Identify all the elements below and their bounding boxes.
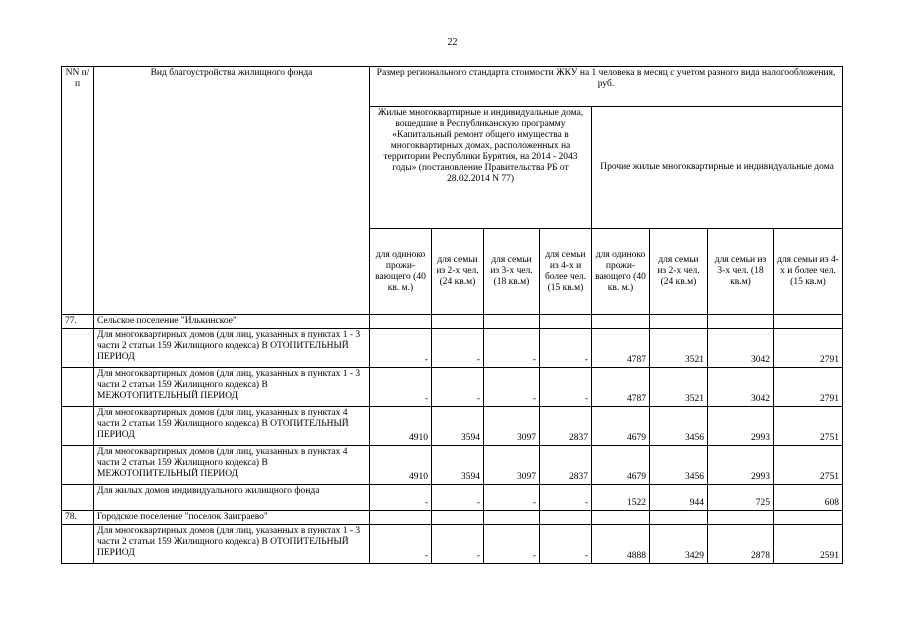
row-number	[62, 329, 94, 368]
row-number	[62, 485, 94, 511]
row-value: 3042	[708, 368, 774, 407]
row-value: 2751	[774, 446, 843, 485]
row-value	[592, 511, 650, 525]
table-section-row	[62, 511, 843, 525]
row-number: 78.	[62, 511, 94, 525]
row-description: Для многоквартирных домов (для лиц, указанных в пунктах 4 части 2 статьи 159 Жилищного кодекса) В ОТОПИТЕЛЬНЫЙ ПЕРИОД	[94, 407, 370, 446]
row-value: -	[370, 329, 432, 368]
row-value: 3456	[650, 407, 708, 446]
row-value: 4888	[592, 525, 650, 564]
row-value: 3097	[484, 446, 540, 485]
row-value: 725	[708, 485, 774, 511]
row-value: 3521	[650, 329, 708, 368]
page-number: 22	[447, 37, 458, 48]
row-value	[540, 511, 592, 525]
row-description: Для многоквартирных домов (для лиц, указанных в пунктах 1 - 3 части 2 статьи 159 Жилищного кодекса) В МЕЖОТОПИТЕЛЬНЫЙ ПЕРИОД	[94, 368, 370, 407]
row-number	[62, 407, 94, 446]
row-value	[432, 315, 484, 329]
row-value	[540, 315, 592, 329]
header-size: Размер регионального стандарта стоимости ЖКУ на 1 человека в месяц с учетом разного вида налогообложения, руб.	[370, 67, 843, 107]
table-row	[62, 485, 843, 511]
row-value: 4910	[370, 446, 432, 485]
row-value: -	[432, 368, 484, 407]
row-value: -	[370, 368, 432, 407]
row-description: Сельское поселение "Илькинское"	[94, 315, 370, 329]
header-nn: NN п/п	[62, 67, 94, 315]
row-value: 1522	[592, 485, 650, 511]
table-section-row	[62, 315, 843, 329]
row-value	[650, 511, 708, 525]
row-value: -	[484, 368, 540, 407]
row-value: -	[484, 485, 540, 511]
row-value	[650, 315, 708, 329]
row-value: 2751	[774, 407, 843, 446]
row-description: Для многоквартирных домов (для лиц, указанных в пунктах 1 - 3 части 2 статьи 159 Жилищного кодекса) В ОТОПИТЕЛЬНЫЙ ПЕРИОД	[94, 525, 370, 564]
row-value	[592, 315, 650, 329]
row-value: 2591	[774, 525, 843, 564]
row-description: Для многоквартирных домов (для лиц, указанных в пунктах 4 части 2 статьи 159 Жилищного кодекса) В МЕЖОТОПИТЕЛЬНЫЙ ПЕРИОД	[94, 446, 370, 485]
row-description: Для жилых домов индивидуального жилищного фонда	[94, 485, 370, 511]
header-sub: для одиноко прожи-вающего (40 кв. м.)	[592, 229, 650, 315]
row-value	[370, 315, 432, 329]
row-value: 2837	[540, 446, 592, 485]
row-value: 3594	[432, 446, 484, 485]
housing-cost-table	[61, 66, 843, 564]
table-row	[62, 525, 843, 564]
row-description: Для многоквартирных домов (для лиц, указанных в пунктах 1 - 3 части 2 статьи 159 Жилищного кодекса) В ОТОПИТЕЛЬНЫЙ ПЕРИОД	[94, 329, 370, 368]
row-value	[432, 511, 484, 525]
row-value: 2791	[774, 368, 843, 407]
row-value: 3429	[650, 525, 708, 564]
row-value: 4787	[592, 368, 650, 407]
row-number	[62, 525, 94, 564]
row-value: 4679	[592, 407, 650, 446]
row-value: -	[484, 329, 540, 368]
header-sub: для одиноко прожи-вающего (40 кв. м.)	[370, 229, 432, 315]
header-sub: для семьи из 2-х чел. (24 кв.м)	[432, 229, 484, 315]
table-row	[62, 407, 843, 446]
row-value: 3594	[432, 407, 484, 446]
row-value: 4679	[592, 446, 650, 485]
row-value: -	[432, 485, 484, 511]
row-value: -	[370, 525, 432, 564]
row-value: -	[540, 485, 592, 511]
table-row	[62, 368, 843, 407]
row-value: 2791	[774, 329, 843, 368]
row-number	[62, 446, 94, 485]
row-value: 2837	[540, 407, 592, 446]
row-value	[708, 315, 774, 329]
row-value: -	[484, 525, 540, 564]
row-value: 2993	[708, 407, 774, 446]
row-value	[708, 511, 774, 525]
header-group-program: Жилые многоквартирные и индивидуальные дома, вошедшие в Республиканскую программу «Капитальный ремонт общего имущества в многоквартирных домах, расположенных на территории Республики Бурятия, на 2014 - 2043 годы» (постановление Правительства РБ от 28.02.2014 N 77)	[370, 107, 592, 229]
row-value: 3042	[708, 329, 774, 368]
row-value	[774, 315, 843, 329]
row-value: -	[540, 329, 592, 368]
header-kind: Вид благоустройства жилищного фонда	[94, 67, 370, 315]
row-value: 4787	[592, 329, 650, 368]
row-value	[774, 511, 843, 525]
header-sub: для семьи из 2-х чел. (24 кв.м)	[650, 229, 708, 315]
row-value	[484, 511, 540, 525]
header-sub: для семьи из 4-х и более чел. (15 кв.м)	[774, 229, 843, 315]
row-value	[484, 315, 540, 329]
row-number	[62, 368, 94, 407]
row-value: 2993	[708, 446, 774, 485]
table-row	[62, 446, 843, 485]
header-group-other: Прочие жилые многоквартирные и индивидуальные дома	[592, 107, 843, 229]
row-value: 944	[650, 485, 708, 511]
header-sub: для семьи из 4-х и более чел. (15 кв.м)	[540, 229, 592, 315]
row-value: 3521	[650, 368, 708, 407]
row-description: Городское поселение "поселок Заиграево"	[94, 511, 370, 525]
row-value: 3097	[484, 407, 540, 446]
row-value: -	[370, 485, 432, 511]
header-sub: для семьи из 3-х чел. (18 кв.м)	[708, 229, 774, 315]
header-sub: для семьи из 3-х чел. (18 кв.м)	[484, 229, 540, 315]
row-value: 608	[774, 485, 843, 511]
row-number: 77.	[62, 315, 94, 329]
row-value: -	[432, 329, 484, 368]
row-value	[370, 511, 432, 525]
row-value: 4910	[370, 407, 432, 446]
row-value: 2878	[708, 525, 774, 564]
row-value: -	[540, 368, 592, 407]
row-value: 3456	[650, 446, 708, 485]
row-value: -	[540, 525, 592, 564]
row-value: -	[432, 525, 484, 564]
table-row	[62, 329, 843, 368]
